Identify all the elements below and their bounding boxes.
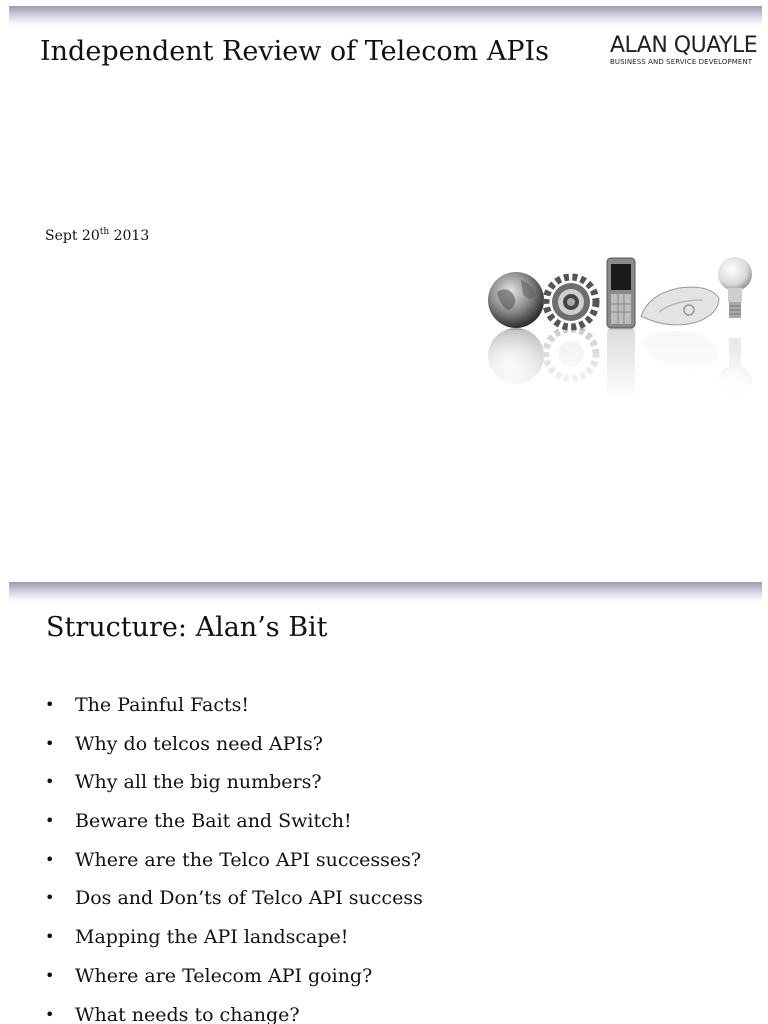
date-year: 2013 (109, 228, 150, 244)
structure-slide (9, 582, 762, 1024)
list-item (45, 769, 423, 808)
list-item-text: Where are the Telco API successes? (75, 848, 422, 871)
list-item (45, 885, 423, 924)
list-item (45, 924, 423, 963)
bullet-icon: • (45, 965, 55, 985)
list-item (45, 808, 423, 847)
list-item (45, 1002, 423, 1024)
list-item-text: The Painful Facts! (75, 694, 250, 716)
light-bulb-icon (718, 257, 752, 318)
slide-title: Structure: Alan’s Bit (46, 612, 328, 643)
list-item (45, 692, 423, 731)
list-item-text: Mapping the API landscape! (75, 926, 349, 949)
list-item (45, 963, 423, 1002)
mobile-phone-icon (607, 258, 635, 328)
list-item-text: What needs to change? (75, 1003, 300, 1024)
slide-title: Independent Review of Telecom APIs (40, 36, 550, 67)
globe-icon (488, 272, 544, 328)
bullet-icon: • (45, 695, 55, 714)
date-ordinal: th (99, 227, 110, 237)
logo-tagline: BUSINESS AND SERVICE DEVELOPMENT (610, 58, 753, 66)
bullet-icon: • (45, 849, 55, 869)
bullet-list (45, 692, 423, 1024)
bullet-icon: • (45, 888, 55, 908)
slide-header-band (9, 582, 762, 602)
bullet-icon: • (45, 772, 55, 792)
bullet-icon: • (45, 927, 55, 947)
date-day: Sept 20 (45, 228, 100, 244)
slide-header-band (9, 6, 762, 26)
objects-illustration (483, 250, 753, 400)
mouse-icon (641, 287, 719, 325)
list-item-text: Why all the big numbers? (75, 771, 322, 794)
bullet-icon: • (45, 811, 55, 831)
list-item-text: Why do telcos need APIs? (75, 732, 323, 755)
list-item (45, 731, 423, 770)
list-item-text: Beware the Bait and Switch! (75, 810, 352, 833)
company-logo (610, 34, 758, 74)
title-slide (9, 6, 762, 576)
gear-icon (546, 277, 596, 327)
logo-wordmark: ALAN QUAYLE (610, 33, 758, 58)
list-item (45, 847, 423, 886)
list-item-text: Where are Telecom API going? (75, 964, 373, 987)
bullet-icon: • (45, 1004, 55, 1024)
list-item-text: Dos and Don’ts of Telco API success (75, 887, 423, 910)
presentation-date (45, 228, 149, 244)
objects-main (488, 257, 752, 328)
bullet-icon: • (45, 733, 55, 753)
